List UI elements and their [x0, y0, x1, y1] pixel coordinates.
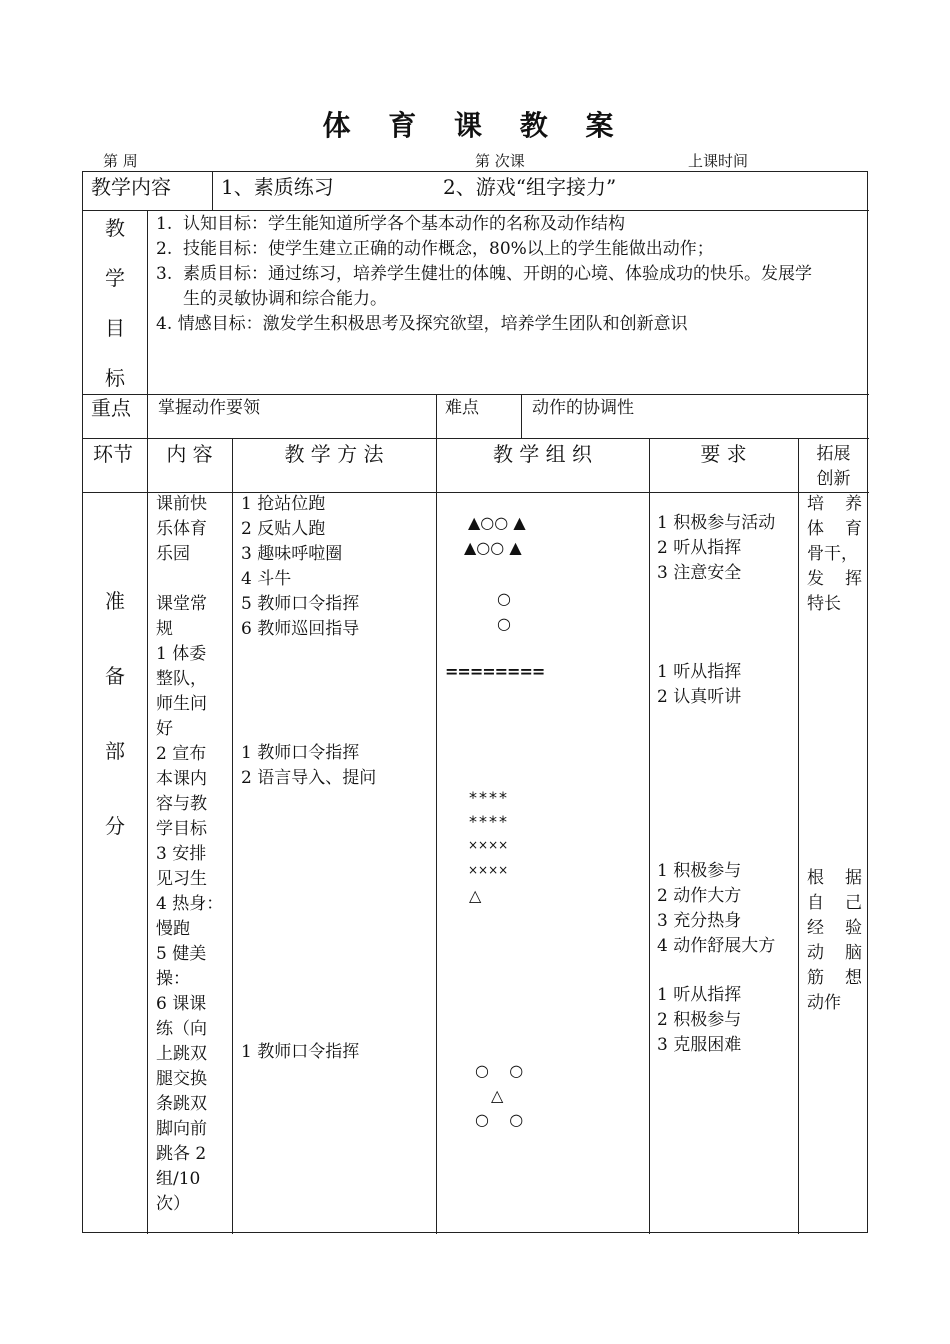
content-line: 2 宣布 — [156, 744, 207, 764]
method-group-3 — [241, 1040, 359, 1065]
objectives-label-4: 标 — [105, 366, 125, 390]
col-divider — [798, 438, 799, 1234]
formation-stars: **** — [469, 788, 509, 807]
objective-line: 2. 技能目标：使学生建立正确的动作概念，80%以上的学生能做出动作； — [156, 239, 714, 259]
method-line: 5 教师口令指挥 — [241, 594, 360, 614]
formation-crosses: ×××× — [468, 863, 509, 877]
objective-line: 1. 认知目标：学生能知道所学各个基本动作的名称及动作结构 — [156, 214, 626, 234]
content-line: 师生问 — [156, 694, 207, 714]
method-line: 2 语言导入、提问 — [241, 768, 377, 788]
formation-circles-top: ○ ○ — [475, 1061, 524, 1080]
content-line: 规 — [156, 619, 173, 639]
requirement-line: 2 听从指挥 — [657, 538, 742, 558]
requirements-group-3 — [657, 859, 775, 959]
content-column — [156, 492, 230, 1217]
content-line: 课堂常 — [156, 594, 207, 614]
col-divider — [521, 394, 522, 438]
content-line: 组/10 — [156, 1169, 201, 1189]
requirements-group-4 — [657, 983, 741, 1058]
col-divider — [649, 438, 650, 1234]
col-divider — [436, 438, 437, 1234]
content-label: 教学内容 — [91, 175, 171, 199]
col-header-stage: 环节 — [93, 442, 133, 466]
content-line: 学目标 — [156, 819, 207, 839]
section-label-3: 部 — [105, 739, 125, 763]
col-header-method: 教 学 方 法 — [284, 442, 384, 466]
content-line: 乐体育 — [156, 519, 207, 539]
col-header-extension-2: 创新 — [816, 469, 851, 489]
col-divider — [147, 210, 148, 438]
col-divider — [147, 438, 148, 1234]
requirement-line: 3 充分热身 — [657, 911, 742, 931]
content-line: 好 — [156, 719, 173, 739]
method-line: 1 教师口令指挥 — [241, 1042, 360, 1062]
row-divider — [83, 438, 869, 439]
objectives-label-2: 学 — [105, 266, 125, 290]
content-line: 4 热身： — [156, 894, 224, 914]
difficulty-label: 难点 — [445, 398, 479, 418]
col-header-requirements: 要 求 — [700, 442, 747, 466]
extension-line: 动 脑 — [807, 943, 862, 963]
extension-line: 根 据 — [807, 868, 862, 888]
row-divider — [83, 210, 869, 211]
extension-line: 筋 想 — [807, 968, 862, 988]
section-label-2: 备 — [105, 664, 125, 688]
content-line — [156, 567, 230, 592]
difficulty-text: 动作的协调性 — [532, 398, 634, 418]
col-header-content: 内 容 — [166, 442, 213, 466]
method-line: 4 斗牛 — [241, 569, 292, 589]
key-point-text: 掌握动作要领 — [158, 398, 260, 418]
col-divider — [436, 394, 437, 438]
method-line: 1 抢站位跑 — [241, 494, 326, 514]
lesson-plan-table — [82, 171, 868, 1233]
lesson-label: 第 次课 — [475, 152, 525, 170]
formation-circle: ○ — [497, 614, 511, 633]
objective-line: 生的灵敏协调和综合能力。 — [156, 289, 388, 309]
extension-line: 特长 — [807, 594, 841, 614]
objectives-label-3: 目 — [105, 316, 125, 340]
content-line: 3 安排 — [156, 844, 207, 864]
col-divider — [212, 172, 213, 210]
requirement-line: 4 动作舒展大方 — [657, 936, 776, 956]
content-line: 课前快 — [156, 494, 207, 514]
method-group-1 — [241, 492, 359, 642]
section-label-4: 分 — [105, 814, 125, 838]
key-point-label: 重点 — [91, 396, 131, 420]
objective-line: 3. 素质目标：通过练习，培养学生健壮的体魄、开朗的心境、体验成功的快乐。发展学 — [156, 264, 813, 284]
formation-line: ======== — [445, 662, 545, 681]
requirement-line: 2 认真听讲 — [657, 687, 742, 707]
content-line: 容与教 — [156, 794, 207, 814]
extension-group-1 — [807, 492, 862, 617]
content-line: 5 健美 — [156, 944, 207, 964]
formation-row-1: ▲○○ ▲ — [468, 513, 526, 532]
col-header-extension-1: 拓展 — [816, 444, 851, 464]
content-line: 乐园 — [156, 544, 190, 564]
extension-line: 动作 — [807, 993, 841, 1013]
col-divider — [232, 438, 233, 1234]
method-line: 1 教师口令指挥 — [241, 743, 360, 763]
requirement-line: 2 动作大方 — [657, 886, 742, 906]
content-line: 上跳双 — [156, 1044, 207, 1064]
method-group-2 — [241, 741, 376, 791]
content-line: 本课内 — [156, 769, 207, 789]
content-line: 腿交换 — [156, 1069, 207, 1089]
requirement-line: 1 积极参与活动 — [657, 513, 776, 533]
content-item-1: 1、素质练习 — [221, 175, 334, 199]
objective-line: 4. 情感目标：激发学生积极思考及探究欲望，培养学生团队和创新意识 — [156, 314, 688, 334]
extension-group-2 — [807, 866, 862, 1016]
section-label-1: 准 — [105, 589, 125, 613]
extension-line: 培 养 — [807, 494, 862, 514]
method-line: 6 教师巡回指导 — [241, 619, 360, 639]
requirement-line: 1 听从指挥 — [657, 985, 742, 1005]
content-line: 6 课课 — [156, 994, 207, 1014]
content-line: 次） — [156, 1194, 190, 1214]
requirement-line: 1 积极参与 — [657, 861, 742, 881]
formation-circle: ○ — [497, 589, 511, 608]
requirement-line: 1 听从指挥 — [657, 662, 742, 682]
requirement-line: 2 积极参与 — [657, 1010, 742, 1030]
extension-line: 经 验 — [807, 918, 862, 938]
content-line: 跳各 2 — [156, 1144, 207, 1164]
content-line: 条跳双 — [156, 1094, 207, 1114]
formation-circles-bottom: ○ ○ — [475, 1110, 524, 1129]
content-line: 操： — [156, 969, 190, 989]
extension-line: 体 育 — [807, 519, 862, 539]
formation-teacher-triangle: △ — [491, 1086, 504, 1105]
col-header-organization: 教 学 组 织 — [492, 442, 593, 466]
page-title: 体 育 课 教 案 — [322, 109, 628, 142]
formation-stars: **** — [469, 812, 509, 831]
method-line: 2 反贴人跑 — [241, 519, 326, 539]
content-line: 脚向前 — [156, 1119, 207, 1139]
objectives-label-1: 教 — [105, 216, 125, 240]
row-divider — [83, 394, 869, 395]
week-label: 第 周 — [103, 152, 138, 170]
content-line: 练（向 — [156, 1019, 207, 1039]
requirements-group-2 — [657, 660, 741, 710]
extension-line: 发 挥 — [807, 569, 862, 589]
extension-line: 自 己 — [807, 893, 862, 913]
content-line: 整队， — [156, 669, 207, 689]
content-item-2: 2、游戏“组字接力” — [443, 175, 617, 199]
formation-row-2: ▲○○ ▲ — [464, 538, 522, 557]
formation-teacher-triangle: △ — [469, 886, 482, 905]
content-line: 慢跑 — [156, 919, 190, 939]
content-line: 1 体委 — [156, 644, 207, 664]
formation-crosses: ×××× — [468, 838, 509, 852]
requirements-group-1 — [657, 511, 775, 586]
content-line: 见习生 — [156, 869, 207, 889]
requirement-line: 3 注意安全 — [657, 563, 742, 583]
class-time-label: 上课时间 — [688, 152, 749, 170]
extension-line: 骨干， — [807, 544, 858, 564]
requirement-line: 3 克服困难 — [657, 1035, 742, 1055]
method-line: 3 趣味呼啦圈 — [241, 544, 343, 564]
